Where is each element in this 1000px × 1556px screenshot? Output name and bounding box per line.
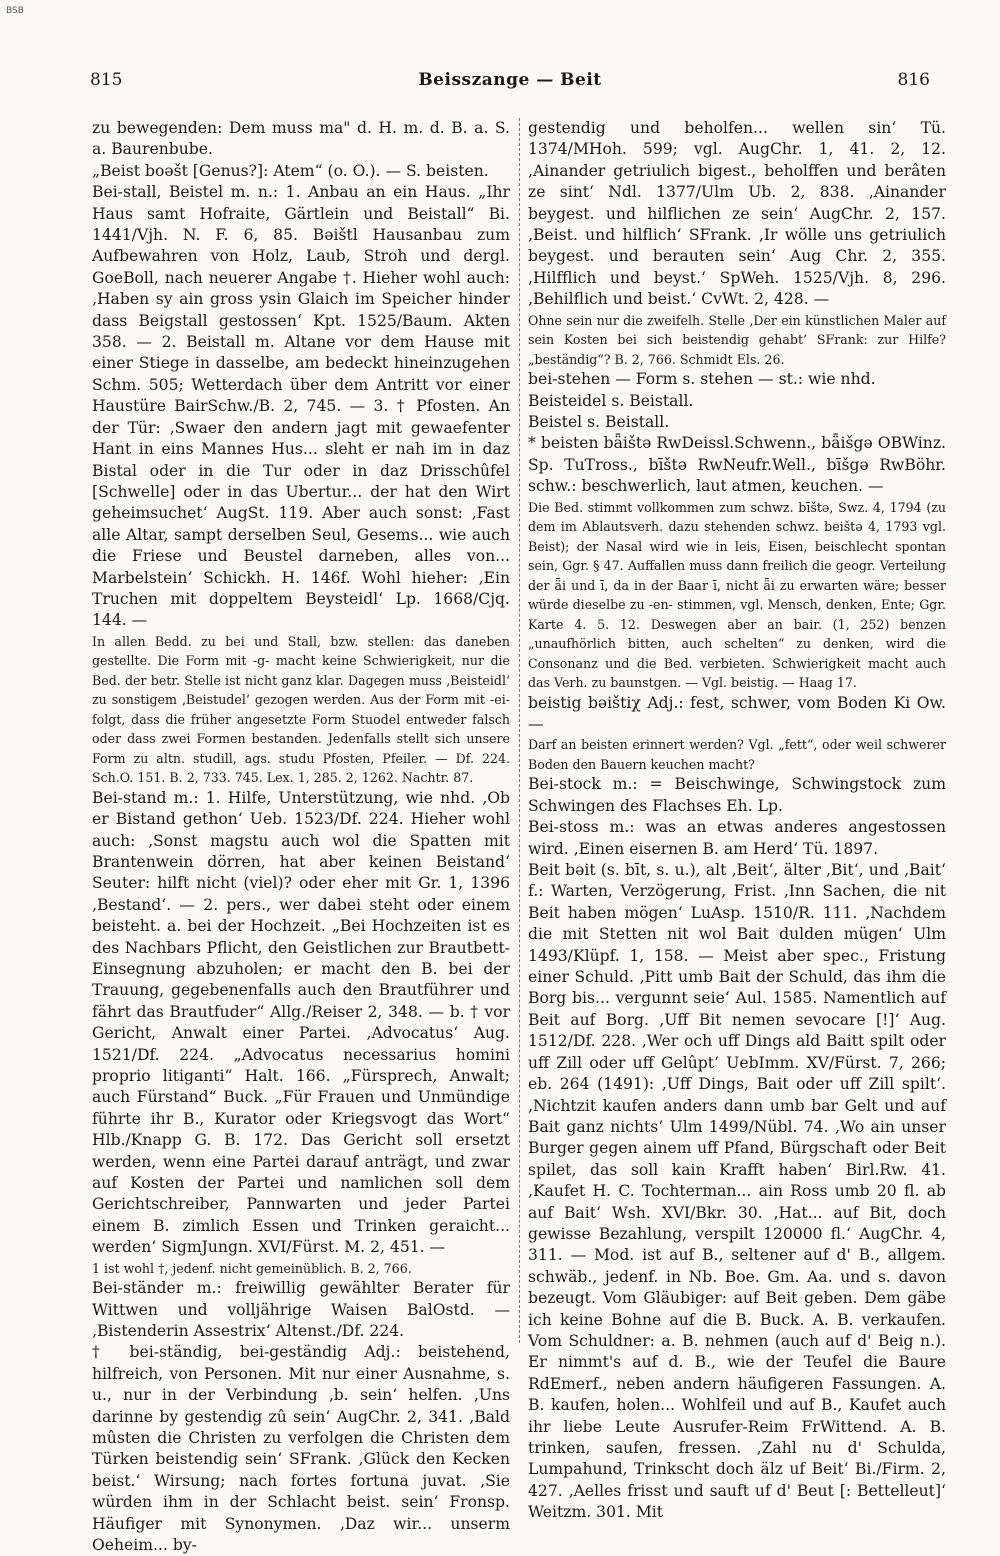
entry-paragraph: zu bewegenden: Dem muss ma" d. H. m. d. B. a. S. a. Baurenbube. (92, 119, 510, 159)
entry-continuation: gestendig und beholfen... wellen sin‘ Tü. 1374/MHoh. 599; vgl. AugChr. 1, 41. 2, 12. ‚Ainander getriulich bigest., beholffen und berâten ze sint‘ Ndl. 1377/Ulm Ub. 2, 838. ‚Ainander beygest. und hilflichen ze sein‘ AugChr. 2, 157. ‚Beist. und hilflich‘ SFrank. ‚Ir wölle uns getriulich beygest. und berauten sein‘ Aug Chr. 2, 355. ‚Hilfflich und beyst.‘ SpWeh. 1525/Vjh. 8, 296. ‚Behilflich und beist.‘ CvWt. 2, 428. — (528, 119, 946, 309)
entry-beistel: Beistel s. Beistall. (528, 412, 670, 431)
page-number-right: 816 (897, 70, 930, 90)
entry-bei-stehen: bei-stehen — Form s. stehen — st.: wie nhd. (528, 370, 876, 389)
usage-note: Darf an beisten erinnert werden? Vgl. „fett“, oder weil schwerer Boden den Bauern keuchen macht? (528, 737, 946, 772)
entry-bei-stoss: Bei-stoss m.: was an etwas anderes angestossen wird. ‚Einen eisernen B. am Herd‘ Tü. 1897. (528, 818, 946, 858)
etymology-note: In allen Bedd. zu bei und Stall, bzw. stellen: das daneben gestellte. Die Form mit -g- macht keine Schwierigkeit, nur die Bed. der betr. Stelle ist nicht ganz klar. Dagegen muss ‚Beisteidl‘ zu sonstigem ‚Beistudel‘ gezogen werden. Aus der Form mit -ei- folgt, dass die früher angesetzte Form Stuodel entweder falsch oder dass zwei Formen bestanden. Jedenfalls stellt sich unsere Form zu altn. studill, ags. studu Pfosten, Pfeiler. — Df. 224. Sch.O. 151. B. 2, 733. 745. Lex. 1, 285. 2, 1262. Nachtr. 87. (92, 633, 510, 786)
entry-bei-stand: Bei-stand m.: 1. Hilfe, Unterstützung, wie nhd. ‚Ob er Bistand gethon‘ Ueb. 1523/Df. 224. Hieher wohl auch: ‚Sonst magstu auch wol die Spatten mit Brantenwein dörren, hat aber keinen Beistand‘ Seuter: hilft nicht (viel)? oder eher mit Gr. 1, 1396 ‚Bestand‘. — 2. pers., wer dabei steht oder einem beisteht. a. bei der Hochzeit. „Bei Hochzeiten ist es des Nachbars Pflicht, den Geistlichen zur Brautbett-Einsegnung abzuholen; er macht den B. bei der Trauung, gegebenenfalls auch den Brautführer und fährt das Brautfuder“ Allg./Reiser 2, 348. — b. † vor Gericht, Anwalt einer Partei. ‚Advocatus‘ Aug. 1521/Df. 224. „Advocatus necessarius homini proprio litiganti“ Halt. 166. „Fürsprech, Anwalt; auch Fürstand“ Buck. „Für Frauen und Unmündige führte ihr B., Kurator oder Kriegsvogt das Wort“ Hlb./Knapp G. B. 172. Das Gericht soll ersetzt werden, wenn eine Partei darauf anträgt, und zwar auf Kosten der Partei und namlichen soll dem Gerichtschreiber, Pannwarten und jeder Partei einem B. zimlich Essen und Trinken geraicht... werden‘ SigmJungn. XVI/Fürst. M. 2, 451. — (92, 788, 510, 1257)
running-title: Beisszange — Beit (418, 70, 602, 90)
entry-beit: Beit bǝit (s. bīt, s. u.), alt ‚Beit‘, älter ‚Bit‘, und ‚Bait‘ f.: Warten, Verzögerung, Frist. ‚Inn Sachen, die nit Beit haben mögen‘ LuAsp. 1510/R. 111. ‚Nachdem die mit Stetten nit wol Bait dulden mügen‘ Ulm 1493/Klüpf. 1, 158. — Meist aber spec., Fristung einer Schuld. ‚Pitt umb Bait der Schuld, das ihm die Borg bis... vergunnt seie‘ Aul. 1585. Namentlich auf Beit auf Borg. ‚Uff Bit nemen sevocare [!]‘ Aug. 1512/Df. 228. ‚Wer och uff Dings ald Baitt spilt oder uff Zill oder uff Gelûpt‘ UebImm. XV/Fürst. 7, 266; eb. 264 (1491): ‚Uff Dings, Bait oder uff Zill spilt‘. ‚Nichtzit kaufen anders dann umb bar Gelt und auf Bait ganz nichts‘ Ulm 1499/Nübl. 74. ‚Wo ain unser Burger gegen ainem uff Pfand, Bürgschaft oder Beit spilet, das soll kain Krafft haben‘ Birl.Rw. 41. ‚Kaufet H. C. Tochterman... ain Ross umb 20 fl. ab auf Bait‘ Wsh. XVI/Bkr. 30. ‚Hat... auf Bit, doch gewisse Bezahlung, verspilt 120000 fl.‘ AugChr. 4, 311. — Mod. ist auf B., seltener auf d' B., allgem. schwäb., jedenf. in Nb. Boe. Gm. Aa. und s. davon bezeugt. Vom Gläubiger: auf Beit geben. Dem gäbe ich keine Bohne auf die B. Buck. A. B. verkaufen. Vom Schuldner: a. B. nehmen (auch auf d' Beig n.). Er nimmt's auf d. B., wie der Teufel die Baure RdEmerf., neben andern häufigeren Fassungen. A. B. kaufen, holen... Wohlfeil und auf B., Kaufet auch ihr liebe Leute Ausrufer-Reim FrWittend. A. B. trinken, saufen, fressen. ‚Zahl nu d' Schulda, Lumpahund, Trinkscht doch älz uf Beit‘ Bi./Firm. 2, 427. ‚Aelles frisst und sauft uf d' Beut [: Bettelleut]‘ Weitzm. 301. Mit (528, 861, 946, 1522)
entry-beist: „Beist boəšt [Genus?]: Atem“ (o. O.). — S. beisten. (92, 161, 489, 180)
usage-note: Ohne sein nur die zweifelh. Stelle ‚Der ein künstlichen Maler auf sein Kosten bei sich beistendig gehabt‘ SFrank: zur Hilfe? „beständig“? B. 2, 766. Schmidt Els. 26. (528, 312, 946, 367)
page-number-left: 815 (90, 70, 123, 90)
library-stamp: BSB (6, 6, 24, 16)
entry-bei-staender: Bei-ständer m.: freiwillig gewählter Berater für Wittwen und volljährige Waisen BalOstd. — ‚Bistenderin Assestrix‘ Altenst./Df. 224. (92, 1279, 510, 1340)
column-divider (519, 118, 520, 1343)
entry-bei-staendig: † bei-ständig, bei-geständig Adj.: beistehend, hilfreich, von Personen. Mit nur einer Ausnahme, s. u., nur in der Verbindung ‚b. sein‘ helfen. ‚Uns darinne by gestendig zû sein‘ AugChr. 2, 341. ‚Bald mûsten die Christen zu verfolgen die Christen dem Türken beistendig sein‘ SFrank. ‚Glück den Kecken beist.‘ Wirsung; nach fortes fortuna juvat. ‚Sie würden ihm in der Schlacht beist. sein‘ Fronsp. Häufiger mit Synonymen. ‚Daz wir... unserm Oeheim... by- (92, 1343, 510, 1555)
entry-beistig: beistig bǝištiχ Adj.: fest, schwer, vom Boden Ki Ow. — (528, 693, 946, 733)
usage-note: 1 ist wohl †, jedenf. nicht gemeinüblich. B. 2, 766. (92, 1260, 412, 1276)
entry-beisten: * beisten bǟištə RwDeissl.Schwenn., bǟišgə OBWinz. Sp. TuTross., bīštə RwNeufr.Well., bīšgə RwBöhr. schw.: beschwerlich, laut atmen, keuchen. — (528, 434, 946, 496)
right-column (528, 118, 946, 1522)
etymology-note: Die Bed. stimmt vollkommen zum schwz. bīštə, Swz. 4, 1794 (zu dem im Ablautsverh. dazu stehenden schwz. beištə 4, 1793 vgl. Beist); der Nasal wird wie in leis, Eisen, beischlecht spontan sein, Ggr. § 47. Auffallen muss dann freilich die geogr. Verteilung der ǟi und ī, da in der Baar ī, nicht ǟi zu erwarten wäre; besser würde dieselbe zu -en- stimmen, vgl. Mensch, denken, Ente; Ggr. Karte 4. 5. 12. Deswegen aber an bair. (1, 252) benzen „unaufhörlich bitten, auch schelten“ zu denken, wird die Consonanz und die Bed. verbieten. Schwierigkeit macht auch das Verh. zu baunstgen. — Vgl. beistig. — Haag 17. (528, 499, 946, 691)
entry-bei-stock: Bei-stock m.: = Beischwinge, Schwingstock zum Schwingen des Flachses Eh. Lp. (528, 775, 946, 815)
page-header (90, 70, 930, 100)
entry-bei-stall: Bei-stall, Beistel m. n.: 1. Anbau an ein Haus. „Ihr Haus samt Hofraite, Gärtlein und Beistall“ Bi. 1441/Vjh. N. F. 6, 85. Bəištl Hausanbau zum Aufbewahren von Holz, Laub, Stroh und dergl. GoeBoll, nach neuerer Angabe †. Hieher wohl auch: ‚Haben sy ain gross ysin Glaich im Speicher hinder dass Beigstall gestossen‘ Kpt. 1525/Baum. Akten 358. — 2. Beistall m. Altane vor dem Hause mit einer Stiege in dasselbe, am bedeckt hineinzugehen Schm. 505; Wetterdach über dem Antritt vor einer Haustüre BairSchw./B. 2, 745. — 3. † Pfosten. An der Tür: ‚Swaer den andern jagt mit gewaefenter Hant in eins Mannes Hus... sleht er nah im in daz Bistal oder in die Tur oder in daz Drisschûfel [Schwelle] oder in das Ubertur... der hat den Wirt geheimsuchet‘ AugSt. 119. Aber auch sonst: ‚Fast alle Altar, sampt derselben Seul, Gesems... wie auch die Friese und Beustel darneben, alles von... Marbelstein‘ Schickh. H. 146f. Wohl hieher: ‚Ein Truchen mit doppeltem Beysteidl‘ Lp. 1668/Cjq. 144. — (92, 183, 510, 630)
left-column (92, 118, 510, 1555)
entry-beisteidel: Beisteidel s. Beistall. (528, 391, 694, 410)
